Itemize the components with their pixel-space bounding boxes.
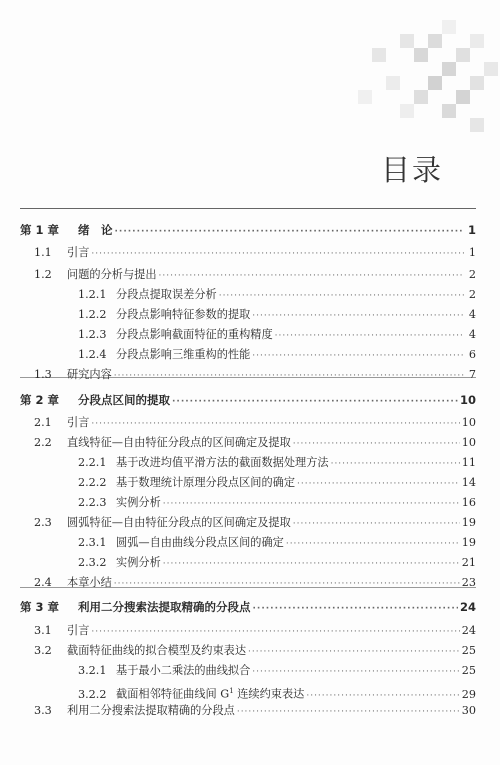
- toc-section-entry[interactable]: [20, 366, 476, 384]
- toc-page-number: 16: [461, 496, 476, 509]
- dot-leader: [91, 245, 464, 263]
- toc-entry-title: 利用二分搜索法提取精确的分段点: [67, 704, 235, 717]
- toc-page-number: 6: [468, 348, 476, 361]
- page-title: 目录: [381, 153, 444, 187]
- dot-leader: [253, 600, 458, 618]
- toc-entry-number: 2.1: [34, 416, 52, 429]
- toc-entry-number: 2.2.2: [78, 476, 107, 489]
- toc-page-number: 2: [468, 288, 476, 301]
- toc-subsection-entry[interactable]: [20, 534, 476, 552]
- toc-page-number: 30: [461, 704, 476, 717]
- toc-entry-title: 分段点影响三维重构的性能: [116, 348, 251, 361]
- dot-leader: [91, 415, 459, 433]
- toc-page-number: 24: [459, 600, 476, 614]
- toc-entry-number: 3.2.2: [78, 687, 107, 701]
- toc-entry-number: 2.3: [34, 516, 52, 529]
- toc-page-number: 1: [467, 223, 476, 237]
- toc-entry-title: 截面相邻特征曲线间 $G^1$ 连续约束表达: [116, 687, 305, 701]
- toc-entry-number: 1.2.2: [78, 308, 107, 321]
- toc-chapter-entry[interactable]: [20, 391, 476, 409]
- toc-page-number: 21: [461, 556, 476, 569]
- toc-entry-number: 3.1: [34, 624, 52, 637]
- toc-subsection-entry[interactable]: [20, 554, 476, 572]
- toc-page-number: 2: [468, 268, 476, 281]
- toc-entry-title: 研究内容: [67, 368, 112, 381]
- toc-entry-number: 第 3 章: [20, 600, 60, 614]
- toc-section-entry[interactable]: [20, 266, 476, 284]
- toc-section-entry[interactable]: [20, 622, 476, 640]
- toc-entry-number: 2.3.2: [78, 556, 107, 569]
- toc-subsection-entry[interactable]: [20, 662, 476, 680]
- toc-entry-title: 问题的分析与提出: [67, 268, 157, 281]
- toc-page-number: 14: [461, 476, 476, 489]
- dot-leader: [219, 287, 464, 305]
- toc-subsection-entry[interactable]: [20, 474, 476, 492]
- toc-entry-title: 截面特征曲线的拟合模型及约束表达: [67, 644, 247, 657]
- toc-entry-title: 基于改进均值平滑方法的截面数据处理方法: [116, 456, 329, 469]
- toc-page-number: 11: [461, 456, 476, 469]
- toc-section-entry[interactable]: [20, 414, 476, 432]
- dot-leader: [275, 327, 464, 345]
- toc-entry-title: 基于最小二乘法的曲线拟合: [116, 664, 251, 677]
- toc-chapter-entry[interactable]: [20, 598, 476, 616]
- toc-entry-title: 绪 论: [78, 223, 113, 237]
- toc-entry-title: 分段点提取误差分析: [116, 288, 217, 301]
- dot-leader: [293, 515, 460, 533]
- dot-leader: [159, 267, 464, 285]
- toc-entry-title: 圆弧特征—自由特征分段点的区间确定及提取: [67, 516, 291, 529]
- toc-entry-title: 引言: [67, 624, 90, 637]
- toc-entry-title: 引言: [67, 246, 90, 259]
- toc-subsection-entry[interactable]: [20, 682, 476, 700]
- toc-section-entry[interactable]: [20, 244, 476, 262]
- toc-section-entry[interactable]: [20, 702, 476, 720]
- toc-page-number: 23: [461, 576, 476, 589]
- toc-page-number: 25: [461, 664, 476, 677]
- toc-page-number: 24: [461, 624, 476, 637]
- toc-page-number: 7: [468, 368, 476, 381]
- toc-page-number: 4: [468, 308, 476, 321]
- toc-subsection-entry[interactable]: [20, 326, 476, 344]
- toc-subsection-entry[interactable]: [20, 454, 476, 472]
- toc-page-number: 1: [468, 246, 476, 259]
- toc-subsection-entry[interactable]: [20, 346, 476, 364]
- toc-entry-number: 1.2.4: [78, 348, 107, 361]
- dot-leader: [237, 703, 460, 721]
- toc-entry-title: 实例分析: [116, 496, 161, 509]
- dot-leader: [114, 367, 464, 385]
- toc-entry-number: 1.2.3: [78, 328, 107, 341]
- dot-leader: [331, 455, 460, 473]
- toc-entry-number: 3.2: [34, 644, 52, 657]
- toc-page-number: 4: [468, 328, 476, 341]
- dot-leader: [286, 535, 460, 553]
- dot-leader: [114, 575, 460, 593]
- toc-page-number: 10: [461, 416, 476, 429]
- dot-leader: [293, 435, 460, 453]
- header-divider: [20, 208, 476, 209]
- toc-page-number: 10: [461, 436, 476, 449]
- toc-entry-number: 2.3.1: [78, 536, 107, 549]
- dot-leader: [297, 475, 460, 493]
- toc-page-number: 19: [461, 516, 476, 529]
- toc-entry-title: 分段点影响截面特征的重构精度: [116, 328, 273, 341]
- toc-entry-number: 2.2: [34, 436, 52, 449]
- toc-entry-title: 基于数理统计原理分段点区间的确定: [116, 476, 296, 489]
- toc-subsection-entry[interactable]: [20, 306, 476, 324]
- toc-entry-title: 圆弧—自由曲线分段点区间的确定: [116, 536, 284, 549]
- toc-entry-title: 利用二分搜索法提取精确的分段点: [78, 600, 251, 614]
- dot-leader: [91, 623, 459, 641]
- toc-entry-number: 第 2 章: [20, 393, 60, 407]
- dot-leader: [252, 307, 464, 325]
- toc-entry-number: 1.3: [34, 368, 52, 381]
- toc-entry-title: 分段点影响特征参数的提取: [116, 308, 251, 321]
- toc-entry-number: 1.1: [34, 246, 52, 259]
- toc-section-entry[interactable]: [20, 574, 476, 592]
- toc-entry-number: 2.4: [34, 576, 52, 589]
- toc-entry-title: 引言: [67, 416, 90, 429]
- dot-leader: [163, 495, 460, 513]
- toc-entry-title: 实例分析: [116, 556, 161, 569]
- dot-leader: [172, 393, 458, 411]
- dot-leader: [115, 223, 465, 241]
- toc-entry-number: 2.2.1: [78, 456, 107, 469]
- dot-leader: [163, 555, 460, 573]
- toc-entry-title: 本章小结: [67, 576, 112, 589]
- toc-section-entry[interactable]: [20, 642, 476, 660]
- toc-section-entry[interactable]: [20, 514, 476, 532]
- toc-chapter-entry[interactable]: [20, 221, 476, 239]
- toc-page-number: 25: [461, 644, 476, 657]
- toc-section-entry[interactable]: [20, 434, 476, 452]
- decorative-square-pattern: [0, 0, 500, 170]
- toc-subsection-entry[interactable]: [20, 286, 476, 304]
- toc-page-number: 19: [461, 536, 476, 549]
- toc-entry-number: 1.2: [34, 268, 52, 281]
- toc-subsection-entry[interactable]: [20, 494, 476, 512]
- toc-entry-title: 直线特征—自由特征分段点的区间确定及提取: [67, 436, 291, 449]
- toc-entry-number: 第 1 章: [20, 223, 60, 237]
- toc-page-number: 29: [461, 687, 476, 701]
- toc-entry-number: 1.2.1: [78, 288, 107, 301]
- toc-entry-number: 2.2.3: [78, 496, 107, 509]
- toc-entry-title: 分段点区间的提取: [78, 393, 170, 407]
- toc-entry-number: 3.3: [34, 704, 52, 717]
- dot-leader: [252, 347, 464, 365]
- dot-leader: [248, 643, 460, 661]
- dot-leader: [252, 663, 459, 681]
- toc-page-number: 10: [459, 393, 476, 407]
- toc-entry-number: 3.2.1: [78, 664, 107, 677]
